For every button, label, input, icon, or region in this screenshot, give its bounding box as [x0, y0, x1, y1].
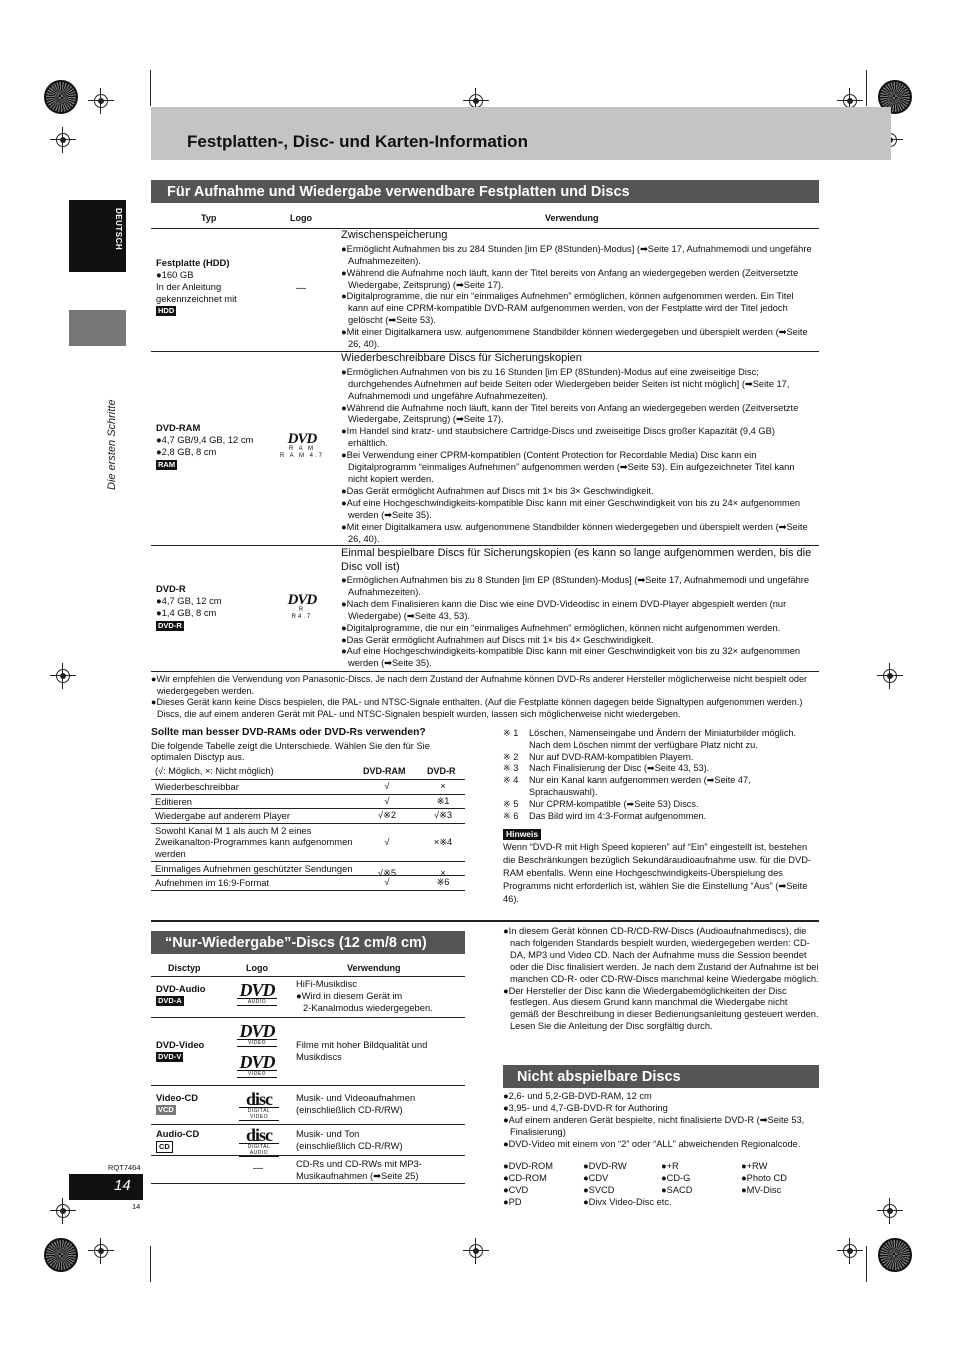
compare-table: [151, 780, 465, 891]
disc-name: DVD-Video: [156, 1039, 205, 1050]
grid-item: ●CD-ROM: [503, 1173, 547, 1183]
disc-use-text: CD-Rs und CD-RWs mit MP3-: [296, 1158, 422, 1169]
hdd-bullet: ●Digitalprogramme, die nur ein “einmaliges Aufnehmen” ermöglichen, können aufgenommen werden. Ein Titel kann auf eine CPRM-kompatible DVD-RAM aufgenommen werden, von der Festplatte wird der Titel jedoch gelöscht (➡Seite 53).: [341, 291, 794, 326]
dvdr-name: DVD-R: [156, 583, 186, 594]
registration-rosette-icon: [44, 80, 78, 114]
table-row: [151, 876, 465, 891]
crosshair-icon: [837, 1238, 863, 1264]
disc-use-text: ●Wird in diesem Gerät im: [296, 990, 403, 1001]
table-row: [151, 1156, 465, 1184]
logo-sub: R A M: [288, 446, 315, 452]
dvdr-spec: ●4,7 GB, 12 cm: [156, 594, 222, 606]
disc-logo: —: [253, 1163, 263, 1174]
footnote: [503, 763, 819, 775]
footnote: [503, 775, 819, 799]
page-number: 14: [114, 1177, 131, 1194]
crosshair-icon: [88, 1238, 114, 1264]
footnote-text: Löschen, Namenseingabe und Ändern der Miniaturbilder möglich. Nach dem Löschen nimmt der verfügbare Platz nicht zu.: [529, 728, 797, 750]
playback-heading: “Nur-Wiedergabe”-Discs (12 cm/8 cm): [151, 931, 465, 954]
unplayable-item: ●3,95- und 4,7-GB-DVD-R for Authoring: [503, 1102, 668, 1113]
logo-mark: DVD: [239, 980, 275, 1000]
disc-name: DVD-Audio: [156, 983, 206, 994]
dvdr-spec: ●1,4 GB, 8 cm: [156, 606, 217, 618]
col-type-header: Typ: [201, 213, 217, 223]
logo-sub: DIGITAL VIDEO: [239, 1107, 279, 1121]
footnote-key: ※ 5: [503, 798, 519, 809]
crosshair-icon: [88, 88, 114, 114]
row-label: Editieren: [155, 795, 193, 807]
ram-spec: ●4,7 GB/9,4 GB, 12 cm: [156, 433, 254, 445]
disc-use-text: (einschließlich CD-R/RW): [296, 1140, 403, 1151]
ram-bullet: ●Mit einer Digitalkamera usw. aufgenommene Standbilder können wiedergegeben und überspielt werden (➡Seite 26, 40).: [341, 521, 808, 544]
disc-name: Video-CD: [156, 1092, 199, 1103]
compare-legend: (√: Möglich, ×: Nicht möglich): [155, 766, 274, 776]
dvd-video-logo-icon: [237, 1023, 277, 1047]
hdd-spec: gekennzeichnet mit: [156, 292, 237, 304]
dvdr-bullet: ●Das Gerät ermöglicht Aufnahmen auf Discs mit 1× bis 4× Geschwindigkeit.: [341, 634, 654, 645]
logo-sub: R4.7: [291, 614, 313, 620]
dvdr-use-title: Einmal bespielbare Discs für Sicherungskopien (es kann so lange aufgenommen werden, bis die Disc voll ist): [341, 547, 812, 573]
r-value: √※3: [433, 809, 453, 821]
ram-value: √: [384, 780, 390, 791]
grid-item: ●+R: [661, 1161, 679, 1171]
disc-use-text: Musikaufnahmen (➡Seite 25): [296, 1170, 419, 1181]
grid-item: ●PD: [503, 1197, 522, 1207]
unplayable-heading: Nicht abspielbare Discs: [503, 1065, 819, 1088]
logo-mark: DVD: [239, 1052, 275, 1072]
ram-value: √: [384, 794, 390, 806]
section1-heading: Für Aufnahme und Wiedergabe verwendbare Festplatten und Discs: [151, 180, 819, 203]
disc-badge: DVD-A: [158, 996, 182, 1005]
footnote-text: Das Bild wird im 4:3-Format aufgenommen.: [529, 810, 707, 821]
ram-badge: RAM: [158, 459, 176, 469]
footnote: [503, 752, 819, 764]
note-item: ●Wir empfehlen die Verwendung von Panasonic-Discs. Je nach dem Zustand der Aufnahme können DVD-Rs anderer Hersteller möglicherweise nicht bespielt oder wiedergegeben werden.: [151, 674, 808, 696]
hint-box: [503, 828, 819, 906]
hdd-type-cell: [156, 257, 237, 316]
disc-use-text: Musik- und Videoaufnahmen: [296, 1092, 416, 1103]
crop-mark: [150, 70, 151, 106]
section-tab: [69, 310, 126, 346]
hdd-logo: —: [296, 283, 306, 294]
doc-code: RQT7464: [108, 1163, 141, 1172]
footnote: [503, 728, 819, 752]
disc-badge: CD: [156, 1141, 173, 1153]
disc-use: [296, 1128, 403, 1152]
table-row: [151, 780, 465, 795]
footnote-text: Nur CPRM-kompatible (➡Seite 53) Discs.: [529, 798, 699, 809]
logo-sub: R A M 4.7: [280, 453, 325, 459]
r-value: ※6: [436, 876, 450, 888]
ram-use-title: Wiederbeschreibbare Discs für Sicherungskopien: [341, 352, 582, 364]
footnote-key: ※ 3: [503, 763, 519, 774]
crosshair-icon: [50, 1198, 76, 1224]
ram-bullet: ●Ermöglichen Aufnahmen von bis zu 16 Stunden [im EP (8Stunden)-Modus auf eine zweiseitige Disc; durchgehendes Aufnehmen auf beide Seiten oder Wiedergeben beider Seiten ist nicht möglich] (➡Seite 17, Aufnahmemodi und ungefähre Aufnahmezeiten).: [341, 366, 790, 401]
dvdr-badge: DVD-R: [158, 620, 182, 630]
section-divider: [151, 920, 819, 922]
ram-value: √※2: [377, 809, 397, 821]
ram-name: DVD-RAM: [156, 422, 201, 433]
dvdr-use: [341, 546, 815, 670]
table-row: [151, 1086, 465, 1125]
logo-sub: VIDEO: [237, 1070, 277, 1078]
ram-bullet: ●Auf eine Hochgeschwindigkeits-kompatible Disc kann mit einer Geschwindigkeit von bis zu 24× aufgenommen werden (➡Seite 35).: [341, 497, 801, 520]
disc-use: [296, 978, 433, 1014]
crop-mark: [150, 1246, 151, 1282]
footnote-key: ※ 4: [503, 775, 519, 786]
crosshair-icon: [463, 1238, 489, 1264]
hdd-bullet: ●Während die Aufnahme noch läuft, kann der Titel bereits von Anfang an wiedergegeben werden (Zeitversetzte Wiedergabe, Zeitsprung) (➡Seite 17).: [341, 267, 799, 290]
unplayable-item: ●DVD-Video mit einem von “2” oder “ALL” abweichenden Regionalcode.: [503, 1138, 801, 1149]
grid-item: ●CD-G: [661, 1173, 691, 1183]
grid-item: ●CDV: [583, 1173, 609, 1183]
col-logo-header: Logo: [246, 963, 268, 973]
hint-badge: Hinweis: [503, 829, 541, 840]
table-row: [151, 795, 465, 810]
disc-use-text: Musik- und Ton: [296, 1128, 360, 1139]
crosshair-icon: [877, 1198, 903, 1224]
logo-mark: disc: [245, 1089, 272, 1109]
ram-bullet: ●Das Gerät ermöglicht Aufnahmen auf Discs mit 1× bis 3× Geschwindigkeit.: [341, 485, 654, 496]
compact-disc-audio-logo-icon: [239, 1125, 279, 1156]
note-item: ●Dieses Gerät kann keine Discs bespielen, die PAL- und NTSC-Signale enthalten. (Auf die Festplatte können dagegen beide Signaltypen aufgenommen werden.) Discs, die auf einem anderen Gerät mit PAL- und NTSC-Signalen bespielt wurden, lassen sich möglicherweise nicht wiedergeben.: [151, 697, 803, 720]
grid-item: ●DVD-ROM: [503, 1161, 554, 1171]
dvdr-type-cell: [156, 583, 222, 631]
compare-title: Sollte man besser DVD-RAMs oder DVD-Rs verwenden?: [151, 727, 426, 738]
grid-item: ●DVD-RW: [583, 1161, 627, 1171]
hint-text: Wenn “DVD-R mit High Speed kopieren” auf “Ein” eingestellt ist, bestehen die Beschränkungen bezüglich Sekundäraudioaufnahme usw. für die DVD-RAM ebenfalls. Wenn eine Hochgeschwindigkeits-Überspielung des Programms nicht erforderlich ist, wählen Sie die Einstellung “Aus” (➡Seite 46).: [503, 842, 812, 904]
ram-use: [341, 352, 815, 545]
page-title: Festplatten-, Disc- und Karten-Information: [187, 132, 528, 151]
row-label: Wiedergabe auf anderem Player: [155, 810, 290, 822]
ram-type-cell: [156, 422, 253, 470]
dvd-r-logo-icon: [280, 593, 324, 621]
ram-value: √: [384, 876, 390, 888]
table-row: [151, 824, 465, 862]
crosshair-icon: [877, 663, 903, 689]
cd-notes: [503, 926, 819, 1033]
hdd-name: Festplatte (HDD): [156, 257, 230, 268]
hdd-use: [341, 229, 815, 351]
logo-sub: AUDIO: [237, 998, 277, 1006]
cd-note: ●Der Hersteller der Disc kann die Wiedergabemöglichkeiten der Disc festlegen. Aus diesem Grund kann manchmal die Wiedergabe nicht gemäß der Beschreibung in dieser Bedienungsanleitung gesteuert werden. Lesen Sie die Anleitung der Disc sorgfältig durch.: [503, 985, 819, 1032]
footnote-key: ※ 1: [503, 728, 519, 738]
grid-item: ●SVCD: [583, 1185, 615, 1195]
logo-mark: DVD: [287, 592, 317, 608]
crosshair-icon: [50, 127, 76, 153]
footnote: [503, 799, 819, 811]
grid-item: ●SACD: [661, 1185, 693, 1195]
registration-rosette-icon: [878, 1238, 912, 1272]
table-row: [151, 809, 465, 824]
col-use-header: Verwendung: [347, 963, 401, 973]
footnote: [503, 811, 819, 823]
disc-use-text: 2-Kanalmodus wiedergegeben.: [303, 1002, 433, 1013]
logo-sub: VIDEO: [237, 1039, 277, 1047]
footnote-text: Nur auf DVD-RAM-kompatiblen Playern.: [529, 751, 694, 762]
dvdr-bullet: ●Digitalprogramme, die nur ein “einmaliges Aufnehmen” ermöglichen, können nicht aufgenommen werden.: [341, 622, 781, 633]
compare-intro: Die folgende Tabelle zeigt die Unterschiede. Wählen Sie den für Sie: [151, 741, 430, 751]
table-row: [151, 977, 465, 1018]
crop-mark: [866, 70, 867, 106]
ram-value: √: [384, 835, 390, 847]
page-number-box: [69, 1174, 143, 1200]
logo-mark: DVD: [287, 431, 317, 447]
disc-use-text: Musikdiscs: [296, 1051, 342, 1062]
ram-bullet: ●Bei Verwendung einer CPRM-kompatiblen (Content Protection for Recordable Media) Disc kann ein Digitalprogramm “einmaliges Aufnehmen” aufgenommen werden (➡Seite 53). Ein aufgezeichneter Titel kann nicht kopiert werden.: [341, 450, 795, 485]
page-number-small: 14: [132, 1202, 141, 1211]
r-value: ×※4: [433, 835, 453, 847]
language-tab: [69, 200, 126, 272]
footnote-text: Nur ein Kanal kann aufgenommen werden (➡Seite 47, Sprachauswahl).: [529, 775, 751, 797]
crop-mark: [866, 1246, 867, 1282]
ram-spec: ●2,8 GB, 8 cm: [156, 445, 217, 457]
r-value: ※1: [436, 794, 450, 806]
logo-mark: disc: [245, 1125, 272, 1145]
hdd-spec: In der Anleitung: [156, 280, 222, 292]
dvdr-bullet: ●Auf eine Hochgeschwindigkeits-kompatible Disc kann mit einer Geschwindigkeit von bis zu 32× aufgenommen werden (➡Seite 35).: [341, 646, 801, 669]
page-header: [151, 107, 891, 160]
dvdr-bullet: ●Nach dem Finalisieren kann die Disc wie eine DVD-Videodisc in einem DVD-Player abgespielt werden (nur Wiedergabe) (➡Seite 43, 53).: [341, 598, 787, 621]
registration-rosette-icon: [44, 1238, 78, 1272]
r-value: ×: [440, 866, 446, 878]
disc-use: [296, 1092, 415, 1116]
table-row: [151, 1018, 465, 1086]
grid-item: ●Photo CD: [741, 1173, 787, 1183]
dvd-audio-logo-icon: [237, 982, 277, 1006]
section1-notes: [151, 674, 819, 721]
disc-name: Audio-CD: [156, 1128, 200, 1139]
compare-intro: optimalen Disctyp aus.: [151, 752, 245, 762]
disc-badge: VCD: [158, 1105, 174, 1114]
table-row: [151, 862, 465, 877]
unplayable-list: [503, 1091, 819, 1151]
section-side-label: Die ersten Schritte: [106, 399, 118, 490]
disc-use-text: HiFi-Musikdisc: [296, 978, 357, 989]
hdd-bullet: ●Ermöglicht Aufnahmen bis zu 284 Stunden [im EP (8Stunden)-Modus] (➡Seite 17, Aufnahmemodi und ungefähre Aufnahmezeiten).: [341, 243, 812, 266]
grid-item: ●MV-Disc: [741, 1185, 782, 1195]
compact-disc-video-logo-icon: [239, 1089, 279, 1120]
footnote-text: Nach Finalisierung der Disc (➡Seite 43, 53).: [529, 763, 710, 774]
unplayable-item: ●2,6- und 5,2-GB-DVD-RAM, 12 cm: [503, 1091, 652, 1101]
crosshair-icon: [50, 663, 76, 689]
row-label: Einmaliges Aufnehmen geschützter Sendungen: [155, 862, 353, 874]
ram-value: √※5: [377, 866, 397, 878]
logo-mark: DVD: [239, 1021, 275, 1041]
footnote-key: ※ 6: [503, 810, 519, 821]
hdd-bullet: ●Mit einer Digitalkamera usw. aufgenommene Standbilder können wiedergegeben und überspielt werden (➡Seite 26, 40).: [341, 327, 808, 350]
row-label: Aufnehmen im 16:9-Format: [155, 877, 270, 889]
logo-sub: DIGITAL AUDIO: [239, 1143, 279, 1157]
disc-use-text: (einschließlich CD-R/RW): [296, 1104, 403, 1115]
table-rule: [151, 671, 819, 672]
hdd-spec: ●160 GB: [156, 268, 194, 280]
col-ram-header: DVD-RAM: [363, 766, 406, 776]
unplayable-item: ●Auf einem anderen Gerät bespielte, nicht finalisierte DVD-R (➡Seite 53, Finalisierung): [503, 1114, 805, 1137]
row-label: Wiederbeschreibbar: [155, 781, 239, 792]
col-disctype-header: Disctyp: [168, 963, 201, 973]
grid-item: ●Divx Video-Disc etc.: [583, 1197, 672, 1207]
col-r-header: DVD-R: [427, 766, 456, 776]
col-use-header: Verwendung: [545, 213, 599, 223]
disc-badge: DVD-V: [158, 1052, 182, 1061]
dvd-ram-logo-icon: [280, 432, 324, 460]
r-value: ×: [440, 780, 446, 791]
ram-bullet: ●Im Handel sind kratz- und staubsichere Cartridge-Discs und zweiseitige Discs großer Kapazität (9,4 GB) erhältlich.: [341, 426, 775, 449]
disc-use: [296, 1158, 422, 1182]
cd-note: ●In diesem Gerät können CD-R/CD-RW-Discs (Audioaufnahmediscs), die nach folgenden Standards bespielt wurden, wiedergegeben werden: CD-DA, MP3 und Video CD. Nach der Aufnahme muss die Session beendet oder die Disc finalisiert werden. Je nach dem Zustand der Aufnahme ist bei manchen CD-R- oder CD-RW-Discs manchmal keine Wiedergabe möglich.: [503, 926, 819, 984]
table-row: [151, 1125, 465, 1156]
row-label: Sowohl Kanal M 1 als auch M 2 eines Zweikanalton-Programmes kann aufgenommen werden: [155, 824, 353, 859]
col-logo-header: Logo: [290, 213, 312, 223]
dvdr-bullet: ●Ermöglichen Aufnahmen bis zu 8 Stunden [im EP (8Stunden)-Modus] (➡Seite 17, Aufnahmemodi und ungefähre Aufnahmezeiten).: [341, 575, 810, 597]
hdd-badge: HDD: [158, 306, 175, 316]
footnotes: [503, 728, 819, 822]
grid-item: ●CVD: [503, 1185, 529, 1195]
language-label: DEUTSCH: [114, 208, 124, 251]
grid-item: ●+RW: [741, 1161, 768, 1171]
logo-sub: R: [298, 607, 306, 613]
disc-use-text: Filme mit hoher Bildqualität und: [296, 1039, 428, 1050]
dvd-video-logo-icon: [237, 1054, 277, 1078]
ram-bullet: ●Während die Aufnahme noch läuft, kann der Titel bereits von Anfang an wiedergegeben werden (Zeitversetzte Wiedergabe, Zeitsprung) (➡Seite 17).: [341, 402, 799, 425]
disc-use: [296, 1039, 427, 1063]
hdd-use-title: Zwischenspeicherung: [341, 229, 448, 241]
footnote-key: ※ 2: [503, 751, 519, 762]
